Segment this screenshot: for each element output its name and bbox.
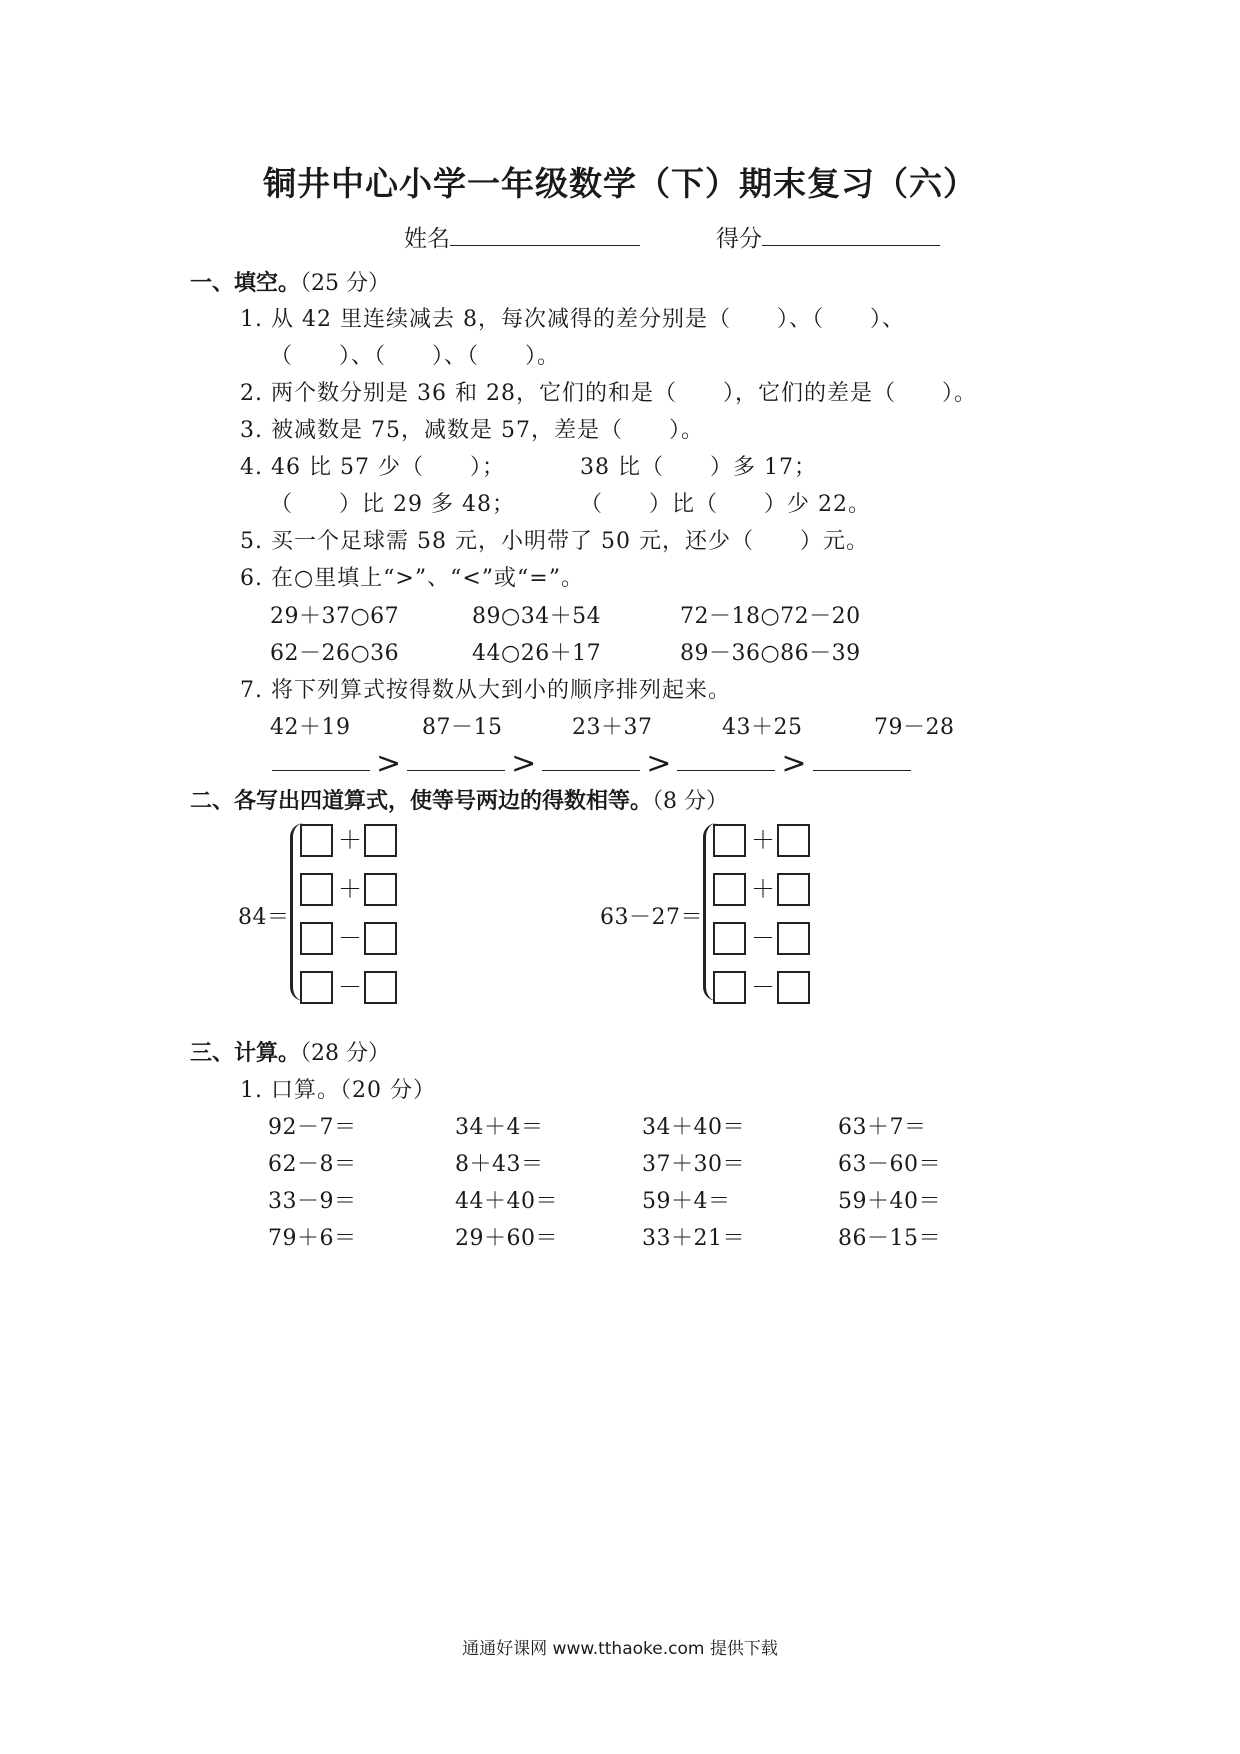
calc-item: 86－15＝ (838, 1226, 941, 1251)
greater-than-sign: > (781, 746, 807, 781)
calc-item: 79＋6＝ (268, 1226, 357, 1251)
minus-sign: － (338, 973, 362, 1001)
left-equation-label: 84＝ (238, 905, 290, 930)
q6-item: 62－26○36 (270, 641, 400, 666)
section3-sub1: 1. 口算。（20 分） (240, 1078, 436, 1103)
answer-box[interactable] (364, 873, 397, 906)
q4-c: （ ）比 29 多 48； (270, 492, 515, 517)
q5: 5. 买一个足球需 58 元，小明带了 50 元，还少（ ）元。 (240, 529, 869, 554)
plus-sign: ＋ (338, 826, 362, 854)
q6: 6. 在○里填上“>”、“<”或“=”。 (240, 566, 584, 591)
calc-item: 63－60＝ (838, 1152, 941, 1177)
answer-box[interactable] (300, 824, 333, 857)
name-label: 姓名 (404, 226, 450, 252)
answer-box[interactable] (713, 873, 746, 906)
calc-item: 34＋40＝ (642, 1115, 745, 1140)
section2-heading (190, 784, 728, 815)
calc-item: 63＋7＝ (838, 1115, 927, 1140)
greater-than-sign: > (511, 746, 537, 781)
q4-a: 4. 46 比 57 少（ ）； (240, 455, 505, 480)
plus-sign: ＋ (751, 875, 775, 903)
q7-answer-row (272, 746, 911, 781)
minus-sign: － (751, 973, 775, 1001)
calc-item: 8＋43＝ (455, 1152, 544, 1177)
answer-blank[interactable] (272, 750, 370, 771)
answer-box[interactable] (364, 971, 397, 1004)
section1-points: （25 分） (300, 271, 391, 296)
plus-sign: ＋ (751, 826, 775, 854)
minus-sign: － (338, 924, 362, 952)
minus-sign: － (751, 924, 775, 952)
q4-b: 38 比（ ）多 17； (580, 455, 817, 480)
answer-blank[interactable] (677, 750, 775, 771)
q3: 3. 被减数是 75，减数是 57，差是（ ）。 (240, 418, 704, 443)
section3-title: 三、计算。 (190, 1041, 301, 1066)
q7-item: 42＋19 (270, 715, 351, 740)
answer-box[interactable] (777, 922, 810, 955)
section3-heading (190, 1036, 390, 1067)
answer-blank[interactable] (542, 750, 640, 771)
answer-box[interactable] (777, 971, 810, 1004)
answer-blank[interactable] (407, 750, 505, 771)
calc-item: 59＋40＝ (838, 1189, 941, 1214)
calc-item: 34＋4＝ (455, 1115, 544, 1140)
plus-sign: ＋ (338, 875, 362, 903)
calc-item: 59＋4＝ (642, 1189, 731, 1214)
q4-d: （ ）比（ ）少 22。 (580, 492, 871, 517)
greater-than-sign: > (646, 746, 672, 781)
section1-heading (190, 266, 390, 297)
answer-box[interactable] (364, 824, 397, 857)
right-equation-label: 63－27＝ (600, 905, 703, 930)
q6-item: 72－18○72－20 (680, 604, 861, 629)
answer-blank[interactable] (813, 750, 911, 771)
q6-item: 89○34＋54 (472, 604, 602, 629)
q6-item: 44○26＋17 (472, 641, 602, 666)
section2-points: （8 分） (652, 789, 729, 814)
calc-item: 29＋60＝ (455, 1226, 558, 1251)
q7-item: 23＋37 (572, 715, 653, 740)
calc-item: 92－7＝ (268, 1115, 357, 1140)
calc-item: 33＋21＝ (642, 1226, 745, 1251)
q2: 2. 两个数分别是 36 和 28，它们的和是（ ），它们的差是（ ）。 (240, 381, 977, 406)
answer-box[interactable] (777, 824, 810, 857)
q1-line2: （ ）、（ ）、（ ）。 (270, 344, 561, 369)
score-field[interactable] (716, 220, 940, 253)
answer-box[interactable] (300, 873, 333, 906)
answer-box[interactable] (300, 922, 333, 955)
footer-text: 通通好课网 www.tthaoke.com 提供下载 (462, 1639, 778, 1659)
greater-than-sign: > (376, 746, 402, 781)
page-title: 铜井中心小学一年级数学（下）期末复习（六） (263, 164, 977, 203)
q7-item: 79－28 (874, 715, 955, 740)
answer-box[interactable] (300, 971, 333, 1004)
calc-item: 44＋40＝ (455, 1189, 558, 1214)
calc-item: 62－8＝ (268, 1152, 357, 1177)
calc-item: 33－9＝ (268, 1189, 357, 1214)
answer-box[interactable] (777, 873, 810, 906)
answer-box[interactable] (713, 824, 746, 857)
q7-item: 43＋25 (722, 715, 803, 740)
q6-item: 89－36○86－39 (680, 641, 861, 666)
score-blank[interactable] (762, 223, 940, 246)
section2-title: 二、各写出四道算式，使等号两边的得数相等。 (190, 789, 653, 814)
score-label: 得分 (716, 226, 762, 252)
q1-line1: 1. 从 42 里连续减去 8，每次减得的差分别是（ ）、（ ）、 (240, 307, 905, 332)
section3-points: （28 分） (300, 1041, 391, 1066)
name-blank[interactable] (450, 223, 640, 246)
calc-item: 37＋30＝ (642, 1152, 745, 1177)
q7-item: 87－15 (422, 715, 503, 740)
q6-item: 29＋37○67 (270, 604, 400, 629)
answer-box[interactable] (713, 971, 746, 1004)
answer-box[interactable] (364, 922, 397, 955)
answer-box[interactable] (713, 922, 746, 955)
section1-title: 一、填空。 (190, 271, 301, 296)
name-field[interactable] (404, 220, 640, 253)
q7: 7. 将下列算式按得数从大到小的顺序排列起来。 (240, 678, 731, 703)
